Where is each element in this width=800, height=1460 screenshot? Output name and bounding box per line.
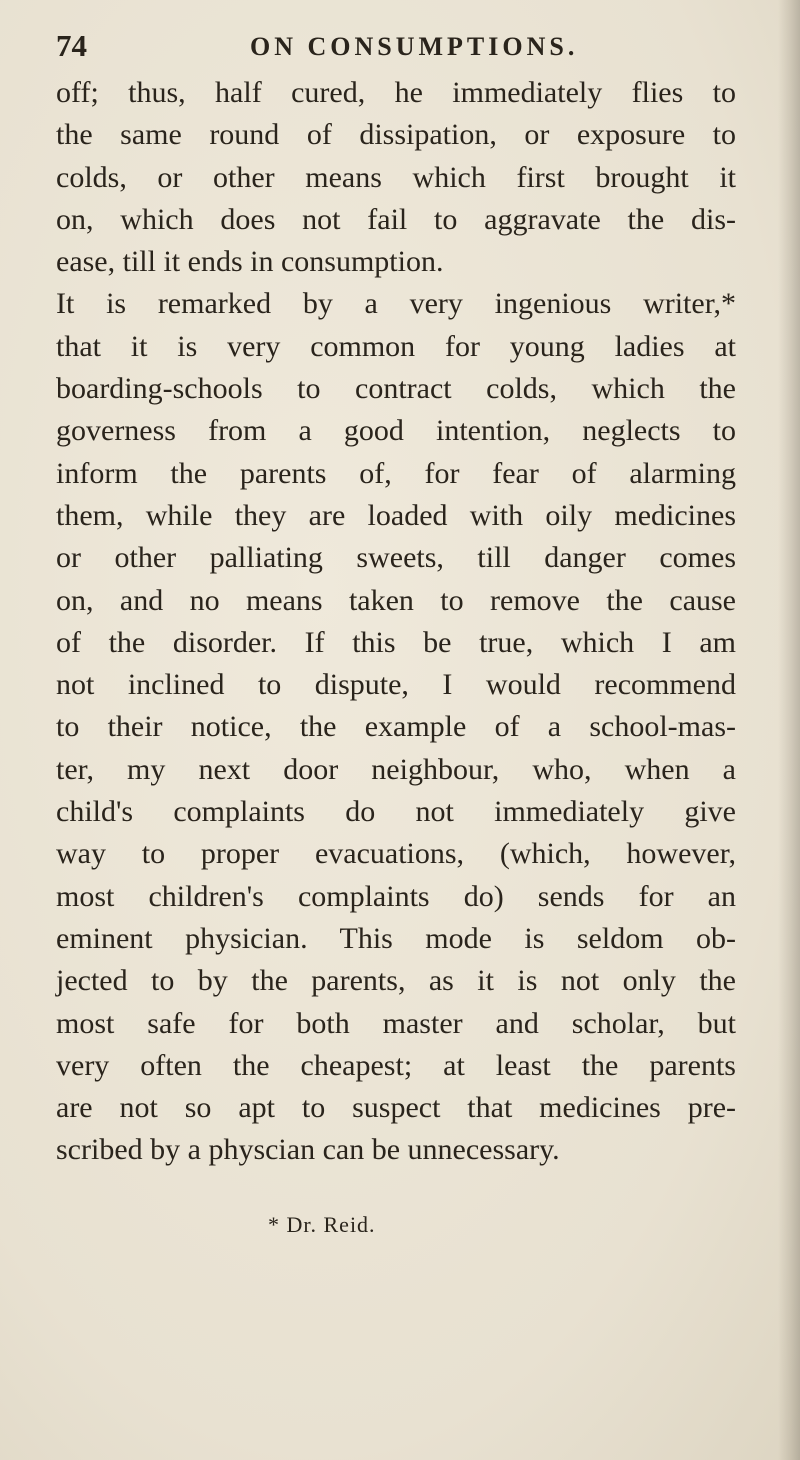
text-line: them, while they are loaded with oily medicines (56, 498, 736, 532)
body-text (56, 72, 736, 1172)
text-line: most safe for both master and scholar, but (56, 1006, 736, 1040)
text-line: off; thus, half cured, he immediately flies to (56, 76, 736, 109)
text-line: boarding-schools to contract colds, which the (56, 372, 736, 406)
text-line: to their notice, the example of a school-mas- (56, 710, 736, 744)
page-header (56, 28, 756, 68)
text-line: It is remarked by a very ingenious writer,* (56, 287, 736, 321)
text-line: most children's complaints do) sends for an (56, 879, 736, 913)
text-line: inform the parents of, for fear of alarming (56, 456, 736, 490)
text-line: or other palliating sweets, till danger comes (56, 541, 736, 575)
text-line: not inclined to dispute, I would recommend (56, 668, 736, 702)
text-line: on, which does not fail to aggravate the dis- (56, 202, 736, 236)
text-line: way to proper evacuations, (which, however, (56, 837, 736, 871)
text-line: colds, or other means which first brought it (56, 160, 736, 194)
text-line: ter, my next door neighbour, who, when a (56, 752, 736, 786)
footnote: * Dr. Reid. (268, 1212, 376, 1237)
text-line: very often the cheapest; at least the parents (56, 1048, 736, 1082)
text-line: the same round of dissipation, or exposure to (56, 118, 736, 152)
text-line: eminent physician. This mode is seldom ob- (56, 921, 736, 955)
running-head: ON CONSUMPTIONS. (250, 32, 579, 61)
page-edge-shadow (778, 0, 800, 1460)
text-line: child's complaints do not immediately give (56, 795, 736, 829)
text-line: are not so apt to suspect that medicines pre- (56, 1091, 736, 1125)
page-number: 74 (56, 28, 87, 63)
text-line: scribed by a physcian can be unnecessary. (56, 1133, 560, 1167)
text-line: governess from a good intention, neglects to (56, 414, 736, 448)
text-line: on, and no means taken to remove the cause (56, 583, 736, 617)
text-line: ease, till it ends in consumption. (56, 245, 444, 279)
text-line: that it is very common for young ladies at (56, 329, 736, 363)
text-line: of the disorder. If this be true, which I am (56, 625, 736, 659)
text-line: jected to by the parents, as it is not only the (56, 964, 736, 998)
